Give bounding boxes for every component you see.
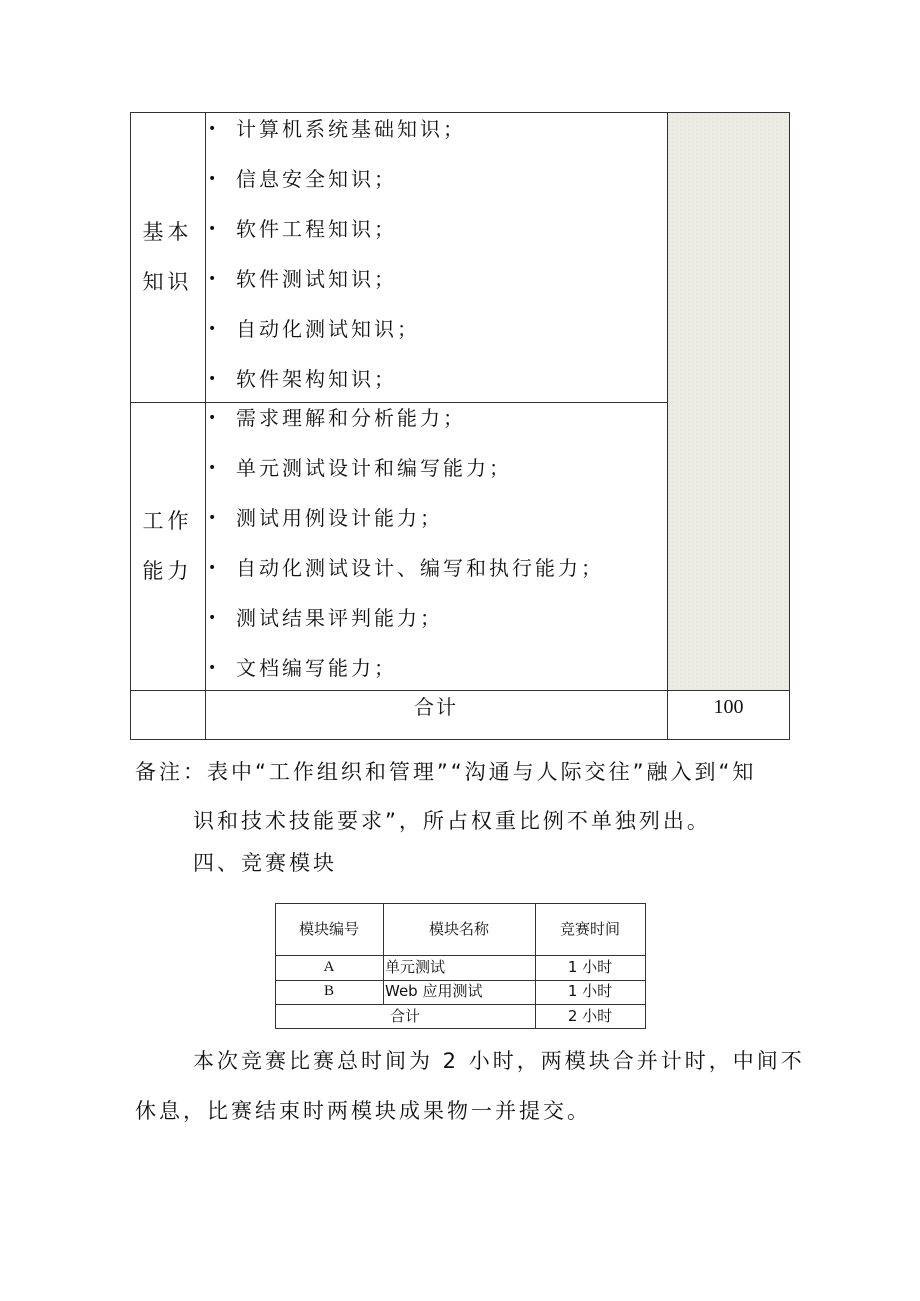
bullet: •	[208, 171, 217, 187]
module-id: B	[323, 983, 334, 999]
header-module-name: 模块名称	[428, 920, 489, 938]
item-text: 需求理解和分析能力；	[236, 406, 466, 430]
bullet: •	[208, 510, 217, 526]
category-basic-knowledge	[130, 207, 205, 307]
bullet: •	[208, 460, 217, 476]
item-text: 软件测试知识；	[236, 267, 397, 291]
bullet: •	[208, 660, 217, 676]
module-total-label: 合计	[389, 1007, 420, 1025]
item-text: 单元测试设计和编写能力；	[236, 456, 512, 480]
module-id: A	[323, 959, 335, 975]
item-text: 测试用例设计能力；	[236, 506, 443, 530]
item-text: 测试结果评判能力；	[236, 606, 443, 630]
item-text: 计算机系统基础知识；	[236, 117, 466, 141]
weight-column-shaded	[667, 112, 790, 690]
closing-line-1: 本次竞赛比赛总时间为 2 小时，两模块合并计时，中间不	[193, 1049, 805, 1073]
note-line-2: 识和技术技能要求”，所占权重比例不单独列出。	[193, 809, 711, 833]
bullet: •	[208, 321, 217, 337]
item-text: 自动化测试设计、编写和执行能力；	[236, 556, 604, 580]
item-text: 软件工程知识；	[236, 217, 397, 241]
category-line: 能力	[142, 559, 193, 583]
category-line: 知识	[142, 270, 193, 294]
module-table	[275, 903, 646, 1029]
section-heading: 四、竞赛模块	[193, 851, 337, 875]
item-text: 信息安全知识；	[236, 167, 397, 191]
module-name: 单元测试	[385, 958, 446, 976]
requirements-table	[130, 112, 790, 740]
item-text: 文档编写能力；	[236, 656, 397, 680]
bullet: •	[208, 610, 217, 626]
header-competition-time: 竞赛时间	[559, 920, 620, 938]
total-value: 100	[713, 696, 744, 718]
bullet: •	[208, 271, 217, 287]
module-name: Web 应用测试	[385, 982, 483, 1000]
category-work-ability	[130, 496, 205, 596]
bullet: •	[208, 560, 217, 576]
bullet: •	[208, 121, 217, 137]
total-label: 合计	[414, 695, 458, 719]
header-module-id: 模块编号	[298, 920, 359, 938]
module-time: 1 小时	[567, 958, 613, 976]
module-total-time: 2 小时	[567, 1007, 613, 1025]
module-time: 1 小时	[567, 982, 613, 1000]
item-text: 软件架构知识；	[236, 367, 397, 391]
category-line: 工作	[142, 509, 193, 533]
item-text: 自动化测试知识；	[236, 317, 420, 341]
bullet: •	[208, 410, 217, 426]
category-line: 基本	[142, 220, 193, 244]
closing-line-2: 休息，比赛结束时两模块成果物一并提交。	[135, 1099, 591, 1123]
bullet: •	[208, 221, 217, 237]
bullet: •	[208, 371, 217, 387]
note-line-1: 备注：表中“工作组织和管理”“沟通与人际交往”融入到“知	[135, 760, 757, 784]
